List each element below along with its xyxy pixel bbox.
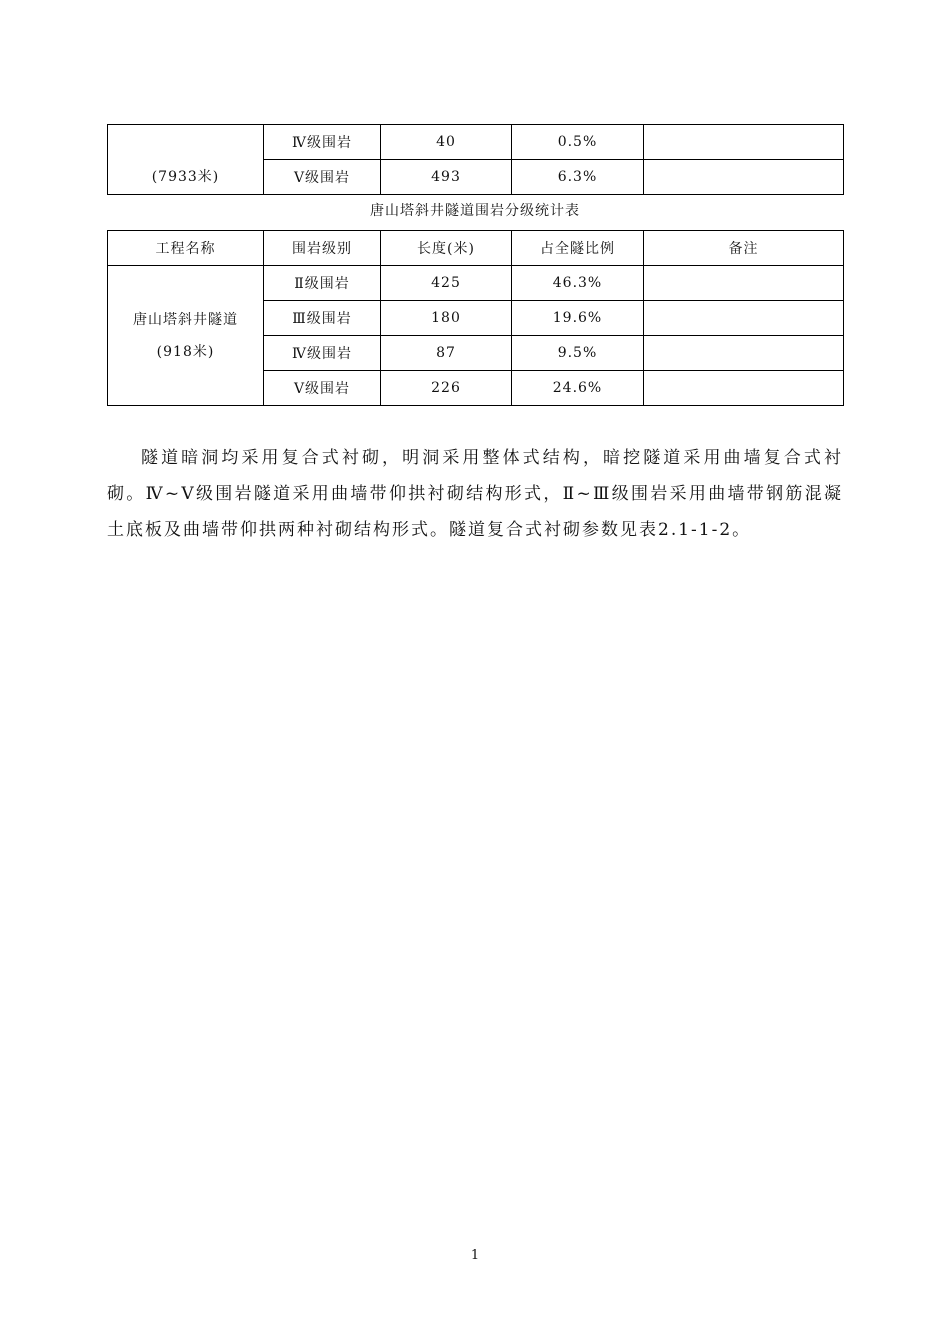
page-number: 1 <box>470 1248 480 1263</box>
grade-cell: Ⅳ级围岩 <box>264 336 381 371</box>
grade-cell: Ⅴ级围岩 <box>264 160 381 195</box>
ratio-cell: 9.5% <box>512 336 644 371</box>
note-cell <box>644 301 844 336</box>
length-cell: 40 <box>381 125 512 160</box>
header-grade: 围岩级别 <box>264 231 381 266</box>
grade-cell: Ⅴ级围岩 <box>264 371 381 406</box>
tangshanta-grade-table <box>107 230 844 406</box>
length-cell: 180 <box>381 301 512 336</box>
table-caption: 唐山塔斜井隧道围岩分级统计表 <box>370 203 580 219</box>
body-paragraph: 隧道暗洞均采用复合式衬砌，明洞采用整体式结构，暗挖隧道采用曲墙复合式衬砌。Ⅳ~Ⅴ级围岩隧道采用曲墙带仰拱衬砌结构形式，Ⅱ~Ⅲ级围岩采用曲墙带钢筋混凝土底板及曲墙带仰拱两种衬砌结构形式。隧道复合式衬砌参数见表2.1-1-2。 <box>107 448 843 540</box>
header-ratio: 占全隧比例 <box>512 231 644 266</box>
grade-cell: Ⅱ级围岩 <box>264 266 381 301</box>
ratio-cell: 19.6% <box>512 301 644 336</box>
table-header-row <box>108 231 844 266</box>
header-project-name: 工程名称 <box>108 231 264 266</box>
note-cell <box>644 266 844 301</box>
note-cell <box>644 371 844 406</box>
header-length: 长度(米) <box>381 231 512 266</box>
ratio-cell: 24.6% <box>512 371 644 406</box>
header-note: 备注 <box>644 231 844 266</box>
length-cell: 87 <box>381 336 512 371</box>
grade-cell: Ⅲ级围岩 <box>264 301 381 336</box>
project-length: (7933米) <box>151 169 220 185</box>
note-cell <box>644 125 844 160</box>
note-cell <box>644 160 844 195</box>
project-cell <box>108 266 264 406</box>
length-cell: 226 <box>381 371 512 406</box>
project-cell <box>108 125 264 195</box>
ratio-cell: 46.3% <box>512 266 644 301</box>
project-name: 唐山塔斜井隧道 <box>133 311 238 328</box>
length-cell: 425 <box>381 266 512 301</box>
ratio-cell: 0.5% <box>512 125 644 160</box>
length-cell: 493 <box>381 160 512 195</box>
table-row <box>108 125 844 160</box>
grade-cell: Ⅳ级围岩 <box>264 125 381 160</box>
note-cell <box>644 336 844 371</box>
tunnel-grade-table-continued <box>107 124 844 195</box>
project-length: (918米) <box>156 343 215 360</box>
ratio-cell: 6.3% <box>512 160 644 195</box>
table-row <box>108 266 844 301</box>
